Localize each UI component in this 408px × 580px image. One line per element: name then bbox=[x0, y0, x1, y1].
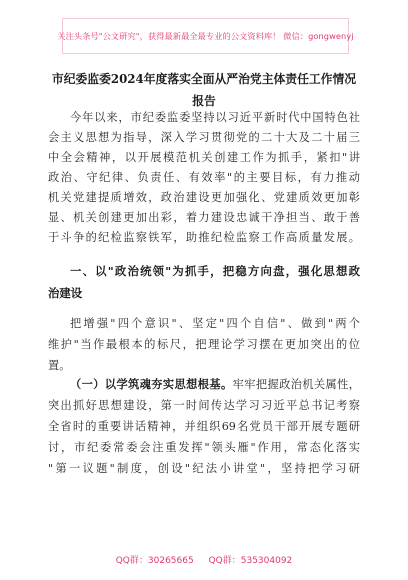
intro-paragraph bbox=[48, 108, 360, 248]
document-title-line2: 报告 bbox=[192, 94, 216, 108]
footer-qq-group-1: QQ群：30265665 bbox=[115, 556, 194, 566]
paragraph-line: 政治、守纪律、负责任、有效率"的主要目标，有力推动 bbox=[48, 171, 360, 184]
paragraph-line: 讨，市纪委常委会注重发挥"领头雁"作用，常态化落实 bbox=[48, 441, 360, 454]
footer-qq-group-2: QQ群：535304092 bbox=[208, 556, 293, 566]
paragraph-line: 会主义思想为指导，深入学习贯彻党的二十大及二十届三 bbox=[48, 131, 360, 144]
section1-heading bbox=[48, 260, 360, 304]
paragraph-line: 全省时的重要讲话精神，并组织69名党员干部开展专题研 bbox=[48, 420, 360, 433]
footer-contact bbox=[48, 553, 360, 566]
paragraph-line: 今年以来，市纪委监委坚持以习近平新时代中国特色社 bbox=[70, 111, 360, 124]
paragraph-line: 于斗争的纪检监察铁军，助推纪检监察工作高质量发展。 bbox=[48, 231, 360, 244]
heading-line: 治建设 bbox=[48, 286, 83, 300]
subsection1-paragraph bbox=[48, 374, 360, 479]
section1-paragraph bbox=[48, 313, 360, 376]
paragraph-line: 把增强"四个意识"、坚定"四个自信"、做到"两个 bbox=[70, 317, 360, 330]
header-banner bbox=[57, 18, 354, 54]
paragraph-line: 突出抓好思想建设，第一时间传达学习习近平总书记考察 bbox=[48, 399, 360, 412]
subsection1-lead: （一）以学筑魂夯实思想根基。 bbox=[70, 377, 233, 391]
subsection1-line1-rest: 牢牢把握政治机关属性， bbox=[232, 378, 360, 391]
paragraph-line: 中全会精神，以开展模范机关创建工作为抓手，紧扣"讲 bbox=[48, 151, 360, 164]
paragraph-line: 置。 bbox=[48, 359, 71, 372]
paragraph-line: "第一议题"制度，创设"纪法小讲堂"，坚持把学习研 bbox=[48, 462, 360, 475]
heading-line: 一、以"政治统领"为抓手，把稳方向盘，强化思想政 bbox=[70, 264, 360, 278]
paragraph-line: 机关党建提质增效，政治建设更加强化、党建质效更加彰 bbox=[48, 191, 360, 204]
header-banner-text: 关注头条号"公文研究"，获得最新最全最专业的公文资料库！ 微信：gongwenyj bbox=[57, 30, 354, 41]
document-title-line1: 市纪委监委2024年度落实全面从严治党主体责任工作情况 bbox=[51, 72, 357, 86]
paragraph-line: 维护"当作最根本的标尺，把理论学习摆在更加突出的位 bbox=[48, 338, 360, 351]
paragraph-line: 显、机关创建更加出彩，着力建设忠诚干净担当、敢于善 bbox=[48, 211, 360, 224]
paragraph-line bbox=[48, 374, 360, 395]
